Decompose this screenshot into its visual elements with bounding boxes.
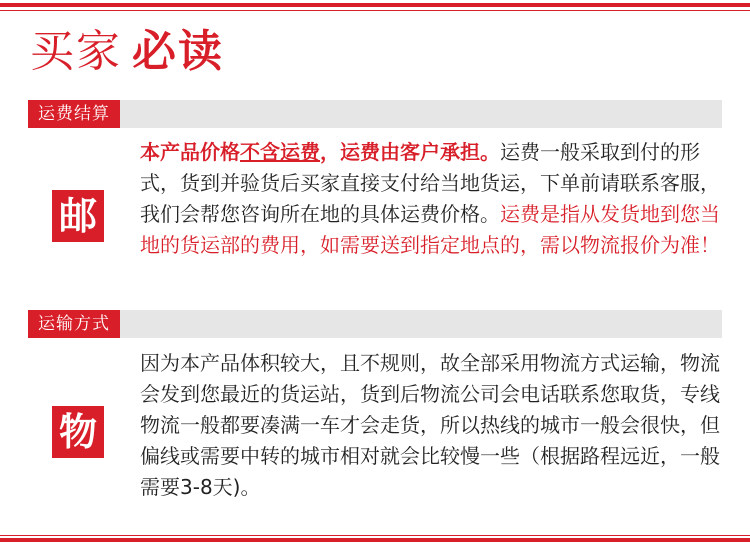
shipping-fee-paragraph: [140, 137, 720, 261]
section-tab-shipping-fee: 运费结算: [28, 100, 120, 128]
bottom-border-thick: [0, 538, 750, 542]
section-header-shipping-fee: [28, 100, 722, 128]
shipping-fee-emphasis-underlined: 不含运费: [240, 140, 320, 164]
shipping-fee-body: 运费一般采取到付的形式，货到并验货后买家直接支付给当地货运，下单前请联系客服，我们会帮您咨询所在地的具体运费价格。: [140, 140, 720, 226]
bottom-border-thin: [0, 535, 750, 536]
top-border-thick: [0, 3, 750, 7]
shipping-fee-note: 运费是指从发货地到您当地的货运部的费用，如需要送到指定地点的，需以物流报价为准！: [140, 202, 720, 257]
section-header-shipping-method: [28, 310, 722, 338]
top-border-thin: [0, 10, 750, 11]
goods-badge-icon: 物: [52, 406, 104, 458]
section-tab-shipping-method: 运输方式: [28, 310, 120, 338]
page-title-light: 买家: [30, 26, 122, 77]
page-title-bold: 必读: [132, 26, 224, 77]
shipping-method-paragraph: 因为本产品体积较大，且不规则，故全部采用物流方式运输，物流会发到您最近的货运站，货到后物流公司会电话联系您取货，专线物流一般都要凑满一车才会走货，所以热线的城市一般会很快，但偏线或需要中转的城市相对就会比较慢一些（根据路程远近，一般需要3-8天)。: [140, 351, 720, 499]
shipping-fee-emphasis-1: 本产品价格: [140, 140, 240, 164]
mail-badge-icon: 邮: [52, 190, 104, 242]
page-title: [30, 22, 224, 82]
shipping-fee-emphasis-2: ，运费由客户承担。: [320, 140, 500, 164]
